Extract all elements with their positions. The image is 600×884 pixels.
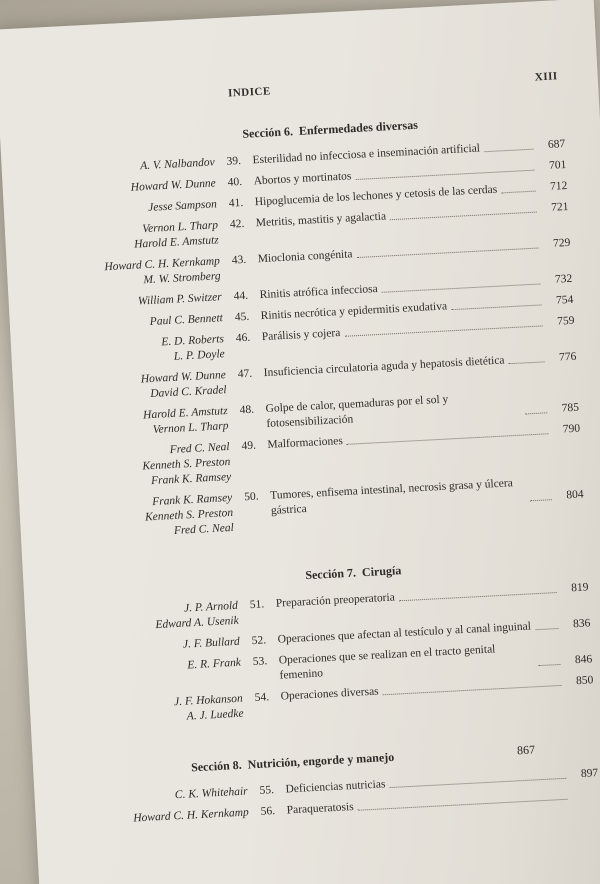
chapter-page: 790 [562,422,581,436]
chapter-number: 44. [233,289,249,303]
section-label: Sección 8. [190,757,243,775]
author-name: Frank K. Ramsey [150,470,232,488]
author-name: Jesse Sampson [147,198,218,214]
chapter-page: 850 [575,674,594,688]
author-name: J. F. Hokanson [173,692,244,709]
chapter-page: 785 [561,401,580,415]
author-name: David C. Kradel [150,384,227,401]
chapter-number: 39. [226,154,242,168]
author-name: Fred C. Neal [173,521,235,537]
entry-authors [66,805,262,830]
section-label: Sección 7. [305,565,357,583]
author-name: Fred C. Neal [169,440,230,457]
leader-dots [344,325,542,336]
section-name: Cirugía [361,563,402,580]
chapter-number: 53. [252,655,268,669]
author-name: L. P. Doyle [173,348,226,363]
author-name: A. V. Nalbandov [139,156,215,173]
chapter-title: Paraqueratosis [286,800,354,817]
chapter-number: 52. [251,634,267,648]
chapter-number: 41. [228,196,244,210]
chapter-page: 776 [558,350,577,364]
entry-authors [34,197,230,222]
leader-dots [530,499,552,501]
chapter-number: 47. [237,367,253,381]
author-name: Kenneth S. Preston [142,455,231,473]
chapter-title: Tumores, enfisema intestinal, necrosis grasa y úlcera gástrica [269,477,514,517]
chapter-page [572,802,600,803]
author-name: Kenneth S. Preston [144,506,234,524]
leader-dots [382,283,541,292]
entry-authors [46,439,243,494]
leader-dots [501,191,535,194]
chapter-title: Operaciones diversas [280,685,379,703]
chapter-page: 804 [566,488,584,502]
chapter-title: Golpe de calor, quemaduras por el sol y fotosensibilización [265,393,449,430]
chapter-page: 836 [572,617,591,631]
section-label: Sección 6. [241,124,294,141]
chapter-title: Preparación preoperatoria [275,591,396,610]
leader-dots [509,361,545,364]
chapter-page: 701 [548,158,567,172]
author-name: Paul C. Bennett [149,312,224,328]
chapter-title: Mioclonia congénita [257,248,353,266]
chapter-title: Metritis, mastitis y agalactia [255,210,387,230]
chapter-number: 55. [259,784,275,797]
author-name: J. F. Bullard [182,635,241,651]
leader-dots [525,412,547,414]
chapter-number: 49. [241,439,257,453]
chapter-title: Hipoglucemia de los lechones y cetosis de las cerdas [254,183,498,209]
author-name: Howard W. Dunne [130,177,217,194]
chapter-page: 729 [552,236,571,250]
entry-authors [33,176,229,201]
author-name: Howard W. Dunne [140,369,227,386]
author-name: Edward A. Usenik [155,614,239,632]
leader-dots [535,628,558,630]
chapter-number: 42. [229,217,245,231]
chapter-page: 721 [550,200,569,214]
chapter-number: 54. [254,691,270,704]
author-name: Howard C. H. Kernkamp [104,255,221,274]
chapter-title: Rinitis necrótica y epidermitis exudativa [260,300,448,323]
leader-dots [399,592,557,601]
chapter-page: 712 [549,179,568,193]
author-name: Harold E. Amstutz [142,405,229,422]
leader-dots [357,248,539,259]
chapter-number: 43. [231,253,247,267]
section-name: Nutrición, engorde y manejo [247,749,395,772]
author-name: Frank K. Ramsey [151,491,233,509]
author-name: Harold E. Amstutz [133,234,220,251]
leader-dots [347,433,548,445]
chapter-page: 759 [556,314,575,328]
author-name: William P. Switzer [137,291,223,308]
chapter-title-row [275,580,594,612]
chapter-page: 687 [547,137,566,151]
entry-authors [57,634,253,659]
author-name: E. D. Roberts [161,333,225,349]
entry-authors [58,655,254,680]
leader-dots [484,149,533,153]
chapter-title: Insuficiencia circulatoria aguda y hepatosis dietética [263,354,505,380]
chapter-page: 846 [574,653,593,667]
author-name: A. J. Luedke [186,707,244,723]
entry-authors [35,218,231,258]
chapter-page: 754 [555,293,574,307]
chapter-title: Malformaciones [267,435,344,451]
author-name: Vernon L. Tharp [142,219,219,236]
chapter-title: Parálisis y cojera [261,327,341,344]
entry-authors [60,691,256,731]
author-name: E. R. Frank [186,656,242,672]
chapter-title: Operaciones que se realizan en el tracto genital femenino [278,643,496,682]
entry-authors [41,331,237,371]
chapter-number: 46. [235,331,251,345]
entry-authors [65,784,261,809]
page-number: XIII [534,70,558,84]
chapter-title: Deficiencias nutricias [285,778,386,796]
entry-authors [39,290,235,315]
chapter-title: Operaciones que afectan al testículo y al canal inguinal [277,620,532,646]
chapter-title: Rinitis atrófica infecciosa [259,283,378,302]
leader-dots [451,304,541,310]
author-name: Howard C. H. Kernkamp [133,806,250,825]
author-name: M. W. Stromberg [143,270,221,287]
author-name: C. K. Whitehair [174,785,248,802]
leader-dots [358,799,568,811]
entry-authors [45,403,241,443]
entry-authors [49,490,246,545]
author-name: J. P. Arnold [183,599,239,615]
entry-authors [37,254,233,294]
chapter-number: 50. [243,490,259,504]
chapter-number: 48. [239,403,255,417]
chapter-number: 56. [260,805,276,818]
page-title: INDICE [227,85,272,100]
entry-authors [32,155,228,180]
entry-authors [40,311,236,336]
entry-authors [43,367,239,407]
author-name: Vernon L. Tharp [152,420,229,436]
chapter-page: 732 [554,272,573,286]
leader-dots [538,664,560,666]
chapter-number: 51. [249,598,265,612]
chapter-title: Abortos y mortinatos [253,170,352,188]
index-content [28,70,600,836]
leader-dots [383,685,562,695]
chapter-page: 819 [570,581,589,595]
leader-dots [390,778,567,788]
chapter-title: Esterilidad no infecciosa e inseminación artificial [252,142,481,167]
leader-dots [390,212,537,221]
chapter-page: 897 [580,767,599,781]
sections-container [30,110,600,830]
leader-dots [355,170,534,180]
entry-authors [55,598,251,638]
chapter-number: 40. [227,175,243,189]
section-name: Enfermedades diversas [298,117,419,138]
section-page: 867 [513,742,536,758]
chapter-number: 45. [234,310,250,324]
